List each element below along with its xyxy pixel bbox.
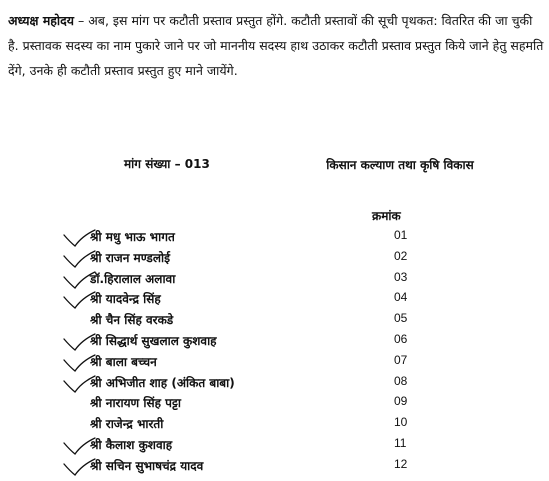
- member-serial: 03: [394, 269, 408, 284]
- list-item: [0, 288, 549, 309]
- list-item: [0, 434, 549, 455]
- speaker-name: अध्यक्ष महोदय: [8, 13, 75, 28]
- member-name: श्री राजेन्द्र भारती: [90, 417, 164, 432]
- member-serial: 06: [394, 331, 408, 346]
- member-serial: 01: [394, 228, 408, 242]
- serial-column-header: क्रमांक: [372, 209, 401, 223]
- list-item: [0, 247, 549, 268]
- list-item: [0, 455, 549, 476]
- department-name: किसान कल्याण तथा कृषि विकास: [326, 158, 474, 172]
- paragraph-text: – अब, इस मांग पर कटौती प्रस्ताव प्रस्तुत होंगे. कटौती प्रस्तावों की सूची पृथकत: वितरित की जा चुकी है. प्रस्तावक सदस्य का नाम पुकारे जाने पर जो माननीय सदस्य हाथ उठाकर कटौती प्रस्ताव प्रस्तुत किये जाने हेतु सहमति देंगे, उनके ही कटौती प्रस्ताव प्रस्तुत हुए माने जायेंगे.: [8, 13, 544, 78]
- list-item: [0, 330, 549, 351]
- member-serial: 02: [394, 248, 408, 263]
- member-serial: 12: [394, 456, 408, 471]
- member-serial: 11: [394, 435, 407, 450]
- member-serial: 09: [394, 394, 408, 409]
- list-item: [0, 413, 549, 434]
- list-item: [0, 268, 549, 289]
- member-serial: 10: [394, 415, 408, 430]
- list-item: [0, 309, 549, 330]
- member-name: श्री यादवेन्द्र सिंह: [90, 292, 161, 307]
- member-name: श्री अभिजीत शाह (अंकित बाबा): [90, 375, 235, 390]
- speaker-paragraph: [8, 8, 544, 83]
- member-serial: 08: [394, 373, 408, 388]
- member-name: श्री राजन मण्डलोई: [90, 250, 170, 265]
- member-name: श्री सचिन सुभाषचंद्र यादव: [90, 458, 204, 473]
- list-item: [0, 226, 549, 247]
- member-serial: 05: [394, 311, 408, 326]
- list-item: [0, 372, 549, 393]
- member-list: [0, 226, 549, 476]
- member-serial: 07: [394, 352, 408, 367]
- member-name: श्री मधु भाऊ भागत: [90, 230, 175, 244]
- member-name: डॉ.हिरालाल अलावा: [90, 271, 176, 286]
- member-name: श्री बाला बच्चन: [90, 354, 157, 369]
- member-name: श्री चैन सिंह वरकडे: [90, 313, 174, 328]
- demand-number: मांग संख्या – 013: [124, 157, 210, 171]
- member-name: श्री नारायण सिंह पट्टा: [90, 396, 181, 411]
- member-serial: 04: [394, 290, 408, 305]
- member-name: श्री कैलाश कुशवाह: [90, 437, 173, 452]
- list-item: [0, 351, 549, 372]
- member-name: श्री सिद्धार्थ सुखलाल कुशवाह: [90, 333, 217, 348]
- list-item: [0, 392, 549, 413]
